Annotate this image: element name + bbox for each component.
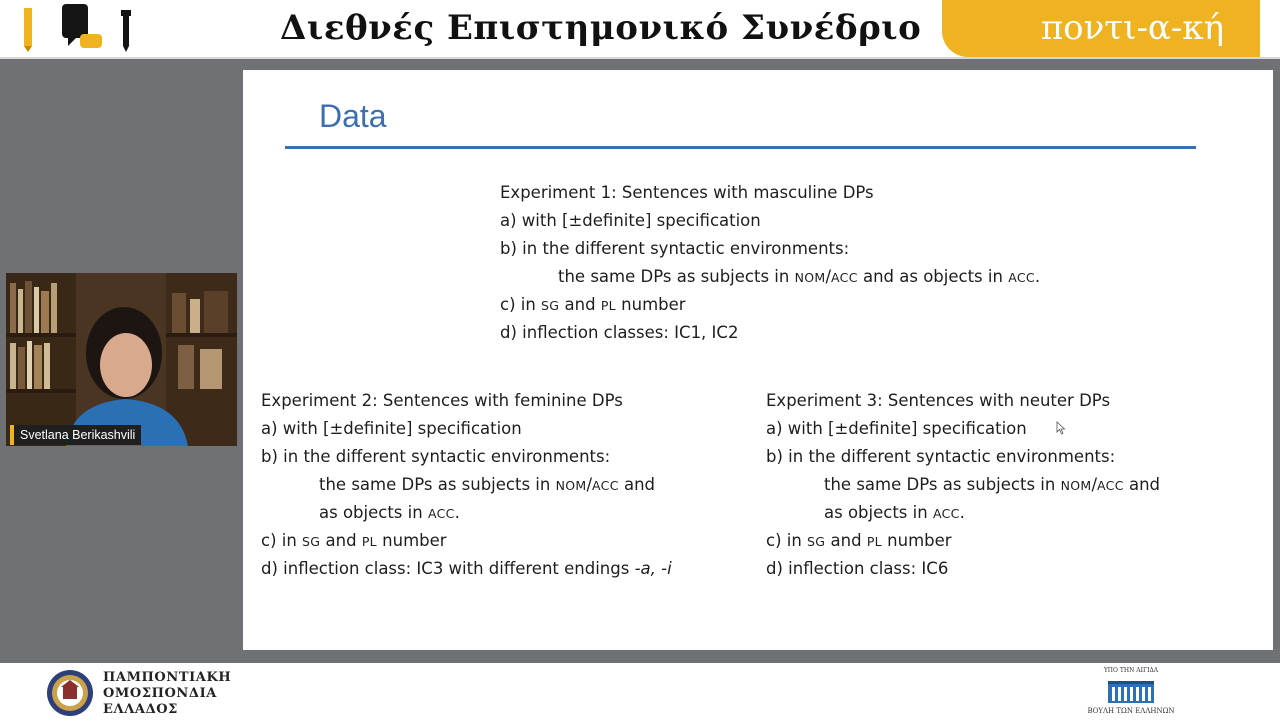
experiment-2-heading (261, 391, 623, 410)
experiment-3-item-a: a) with [±definite] specification (766, 419, 1027, 438)
slide-title: Data (319, 98, 387, 134)
period: . (1034, 267, 1041, 286)
item-text: c) in (261, 531, 303, 550)
banner-divider (0, 57, 1280, 59)
pen-nib-icon (24, 8, 32, 52)
experiment-2-item-c (261, 531, 447, 550)
case-acc: ACC (1097, 478, 1124, 493)
case-acc: ACC (831, 270, 858, 285)
case-acc: ACC (427, 506, 455, 521)
item-text: number (881, 531, 952, 550)
number-sg: SG (807, 534, 826, 549)
sponsor-footer (0, 663, 1280, 720)
detail-text: and as objects in (857, 267, 1009, 286)
experiment-2-item-d (261, 559, 672, 578)
experiment-1-label: Experiment 1: (500, 183, 617, 202)
speaker-video-frame (6, 273, 237, 446)
experiment-2-item-b-detail (319, 475, 655, 494)
parliament-logo (1086, 667, 1176, 717)
case-nom: NOM (794, 270, 826, 285)
experiment-2-item-a: a) with [±definite] specification (261, 419, 522, 438)
brand-name: ποντι-α-κή (1040, 8, 1224, 48)
experiment-3-item-d: d) inflection class: IC6 (766, 559, 949, 578)
experiment-1-item-c (500, 295, 686, 314)
bookshelf-right (166, 273, 237, 446)
conference-logo-icons (18, 2, 138, 54)
federation-seal-icon (46, 669, 94, 717)
parliament-building-icon (1106, 677, 1156, 705)
case-acc: ACC (1008, 270, 1035, 285)
experiment-3-item-b-detail (824, 475, 1160, 494)
experiment-1-description: Sentences with masculine DPs (616, 183, 874, 202)
detail-text: and (1123, 475, 1161, 494)
item-text: number (615, 295, 686, 314)
detail-text: and (618, 475, 656, 494)
detail-text: as objects in (319, 503, 428, 522)
federation-name-line2: ΟΜΟΣΠΟΝΔΙΑ (103, 686, 217, 701)
item-text: and (559, 295, 601, 314)
experiment-1-heading (500, 183, 874, 202)
item-text: c) in (766, 531, 808, 550)
case-acc: ACC (592, 478, 619, 493)
experiment-3-description: Sentences with neuter DPs (882, 391, 1111, 410)
item-text: d) inflection class: IC3 with different endings (261, 559, 635, 578)
experiment-3-item-b-detail-2 (824, 503, 965, 522)
experiment-1-item-b-detail (558, 267, 1040, 286)
number-pl: PL (361, 534, 377, 549)
slash: / (586, 475, 593, 494)
conference-banner (0, 0, 1280, 58)
number-sg: SG (541, 298, 560, 313)
number-pl: PL (600, 298, 616, 313)
conference-title: Διεθνές Επιστημονικό Συνέδριο (280, 8, 922, 48)
experiment-3-item-b: b) in the different syntactic environments: (766, 447, 1116, 466)
federation-name-line3: ΕΛΛΑΔΟΣ (103, 702, 178, 717)
parliament-caption-bottom: ΒΟΥΛΗ ΤΩΝ ΕΛΛΗΝΩΝ (1087, 707, 1175, 715)
item-text: and (825, 531, 867, 550)
presentation-slide (243, 70, 1273, 650)
experiment-2-description: Sentences with feminine DPs (377, 391, 623, 410)
experiment-1-item-d: d) inflection classes: IC1, IC2 (500, 323, 739, 342)
slash: / (825, 267, 832, 286)
experiment-2-label: Experiment 2: (261, 391, 378, 410)
experiment-3-label: Experiment 3: (766, 391, 883, 410)
experiment-2-item-b-detail-2 (319, 503, 460, 522)
parliament-caption-top: ΥΠΟ ΤΗΝ ΑΙΓΙΔΑ (1103, 667, 1159, 674)
experiment-1-item-b: b) in the different syntactic environments: (500, 239, 850, 258)
number-sg: SG (302, 534, 321, 549)
period: . (454, 503, 460, 522)
case-nom: NOM (555, 478, 587, 493)
federation-name (103, 670, 231, 718)
experiment-2-item-b: b) in the different syntactic environments: (261, 447, 611, 466)
speaker-name-label: Svetlana Berikashvili (10, 425, 141, 445)
detail-text: as objects in (824, 503, 933, 522)
item-text: and (320, 531, 362, 550)
number-pl: PL (866, 534, 882, 549)
mouse-pointer-icon (1056, 421, 1066, 435)
experiment-3-item-c (766, 531, 952, 550)
detail-text: the same DPs as subjects in (558, 267, 795, 286)
slash: / (1091, 475, 1098, 494)
experiment-2-block (261, 391, 741, 591)
speaker-video[interactable] (6, 273, 237, 446)
experiment-3-heading (766, 391, 1110, 410)
experiment-1-item-a: a) with [±definite] specification (500, 211, 761, 230)
experiment-1-block (500, 183, 1100, 353)
brand-tab (942, 0, 1260, 57)
bookshelf-left (6, 273, 76, 446)
period: . (959, 503, 965, 522)
title-underline (285, 146, 1196, 149)
endings-text: -a, -i (634, 559, 672, 578)
detail-text: the same DPs as subjects in (319, 475, 556, 494)
pen-icon (121, 10, 131, 52)
detail-text: the same DPs as subjects in (824, 475, 1061, 494)
speech-bubbles-icon (62, 4, 102, 48)
item-text: number (376, 531, 447, 550)
federation-name-line1: ΠΑΜΠΟΝΤΙΑΚΗ (103, 670, 232, 685)
experiment-3-block (766, 391, 1246, 591)
item-text: c) in (500, 295, 542, 314)
case-nom: NOM (1060, 478, 1092, 493)
case-acc: ACC (932, 506, 960, 521)
